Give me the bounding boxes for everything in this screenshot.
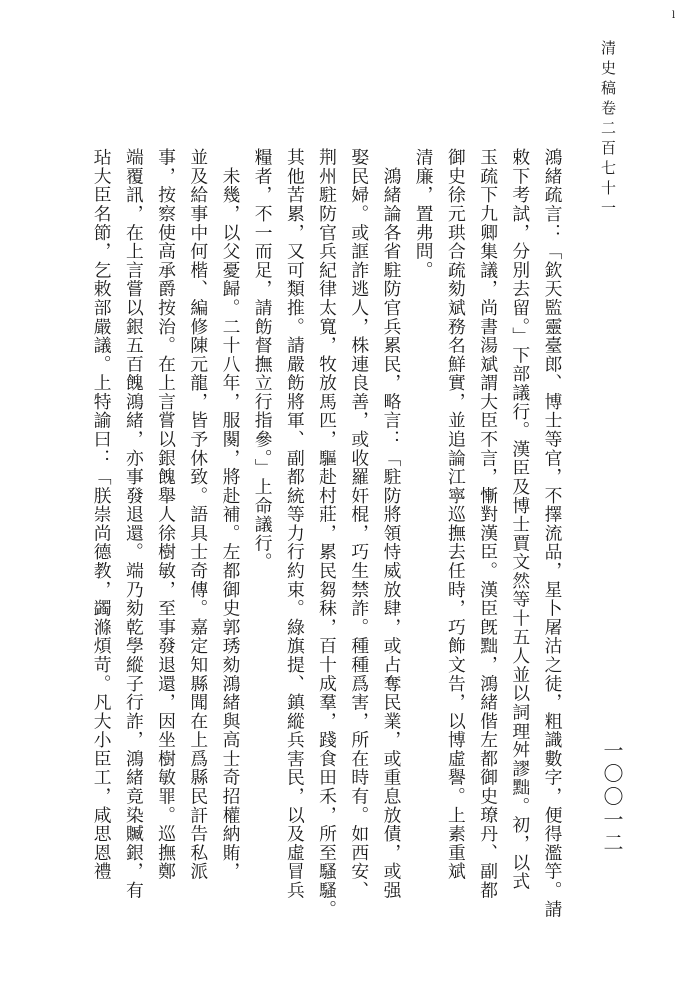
text-column-11: 未幾，以父憂歸。二十八年，服闋，將赴補。左都御史郭琇劾鴻緒與高士奇招權納賄， [219, 148, 241, 881]
text-column-5: 清廉，置弗問。 [413, 148, 435, 280]
text-column-6: 鴻緒論各省駐防官兵累民，略言：「駐防將領恃威放肆，或占奪民業，或重息放債，或强 [380, 148, 402, 900]
text-column-3: 玉疏下九卿集議，尚書湯斌謂大臣不言，慚對漢臣。漢臣旣黜，鴻緒偕左都御史璙丹、副都 [477, 148, 499, 900]
text-column-4: 御史徐元珙合疏劾斌務名鮮實，並追論江寧巡撫去任時，巧飾文告，以博虛譽。上素重斌 [445, 148, 467, 881]
body-text [48, 148, 568, 968]
corner-mark: l [672, 10, 676, 21]
text-column-7: 娶民婦。或誆詐逃人，株連良善，或收羅奸棍，巧生禁詐。種種爲害，所在時有。如西安、 [348, 148, 370, 900]
text-column-1: 鴻緒疏言：「欽天監靈臺郎、博士等官，不擇流品，星卜屠沽之徒，粗識數字，便得濫竽。請 [542, 148, 563, 919]
text-column-13: 事，按察使高承爵按治。在上言嘗以銀餽舉人徐樹敏，至事發退還，因坐樹敏罪。巡撫鄭 [155, 148, 177, 881]
text-column-9: 其他苦累，又可類推。請嚴飭將軍、副都統等力行約束。綠旗提、鎮縱兵害民，以及虛冒兵 [284, 148, 306, 900]
text-column-14: 端覆訊，在上言嘗以銀五百餽鴻緒，亦事發退還。端乃劾乾學縱子行詐，鴻緒竟染贓銀，有 [123, 148, 145, 900]
text-column-2: 敕下考試，分別去留。」下部議行。漢臣及博士賈文然等十五人並以詞理舛謬黜。初，以式 [509, 148, 531, 891]
text-column-15: 玷大臣名節，乞敕部嚴議。上特諭曰：「朕崇尚德教，蠲滌煩苛。凡大小臣工，咸思恩禮 [91, 148, 113, 881]
text-column-10: 糧者，不一而足，請飭督撫立行指參。」上命議行。 [252, 148, 274, 572]
page-number: 一〇〇一二 [600, 740, 624, 855]
text-column-12: 並及給事中何楷、編修陳元龍，皆予休致。語具士奇傳。嘉定知縣聞在上爲縣民訐告私派 [187, 148, 209, 881]
text-column-8: 荆州駐防官兵紀律太寬，牧放馬匹，驅赴村莊，累民芻秣，百十成羣，踐食田禾，所至騷騷。 [316, 148, 338, 919]
running-title: 清史稿卷二百七十一 [599, 40, 617, 220]
